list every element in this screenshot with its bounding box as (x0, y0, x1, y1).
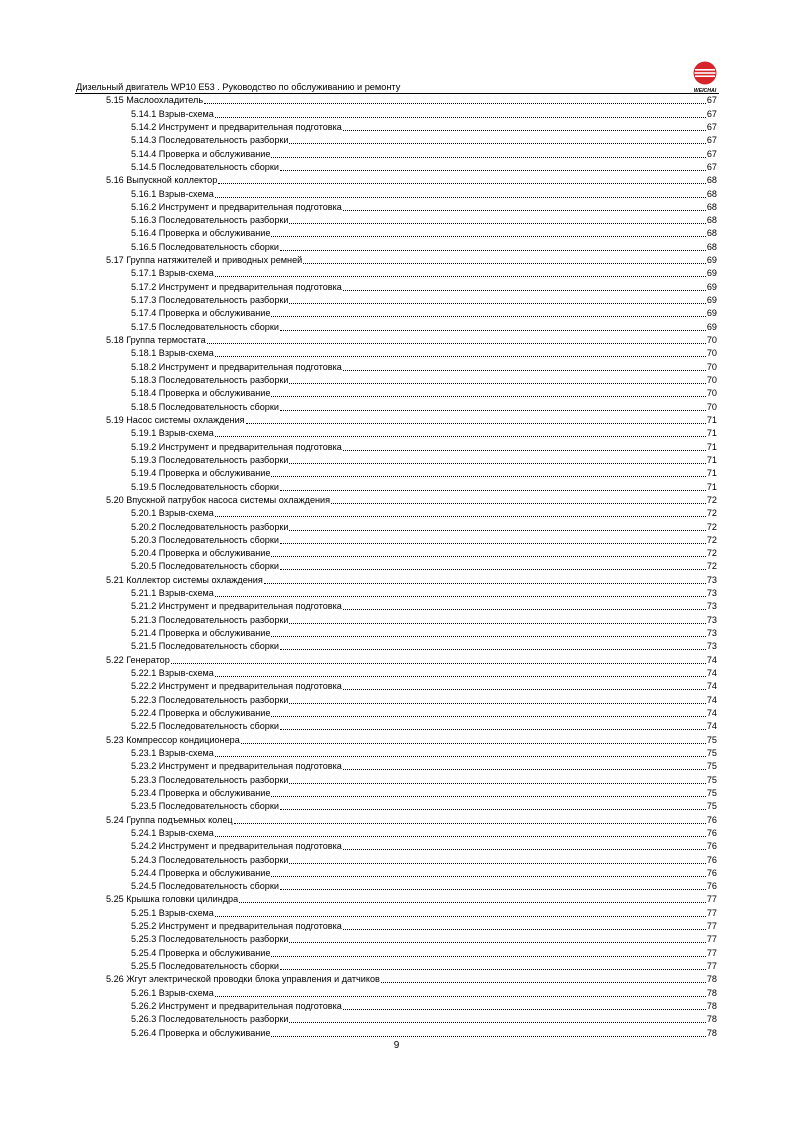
toc-subsection-entry[interactable] (131, 306, 717, 319)
toc-subsection-entry[interactable] (131, 666, 717, 679)
toc-entry-title: 5.15 Маслоохладитель (106, 95, 204, 106)
toc-entry-title: 5.21.1 Взрыв-схема (131, 588, 214, 599)
document-header-title: Дизельный двигатель WP10 E53 . Руководство по обслуживанию и ремонту (76, 82, 401, 92)
toc-entry-page: 76 (706, 867, 717, 878)
toc-entry-page: 74 (706, 694, 717, 705)
toc-entry-page: 71 (706, 481, 717, 492)
toc-entry-page: 69 (706, 255, 717, 266)
toc-entry-title: 5.16.1 Взрыв-схема (131, 188, 214, 199)
toc-dot-leader (289, 783, 705, 784)
toc-entry-page: 77 (706, 907, 717, 918)
toc-dot-leader (271, 716, 705, 717)
toc-entry-title: 5.14.1 Взрыв-схема (131, 108, 214, 119)
toc-dot-leader (271, 636, 705, 637)
toc-entry-page: 74 (706, 668, 717, 679)
toc-entry-title: 5.22 Генератор (106, 654, 170, 665)
toc-section-entry[interactable] (106, 93, 717, 106)
toc-entry-title: 5.17.4 Проверка и обслуживание (131, 308, 271, 319)
toc-entry-page: 69 (706, 308, 717, 319)
toc-dot-leader (218, 183, 706, 184)
toc-entry-page: 68 (706, 188, 717, 199)
toc-subsection-entry[interactable] (131, 319, 717, 332)
toc-section-entry[interactable] (106, 173, 717, 186)
toc-dot-leader (280, 170, 706, 171)
toc-entry-title: 5.21.4 Проверка и обслуживание (131, 628, 271, 639)
toc-dot-leader (331, 503, 706, 504)
toc-dot-leader (289, 143, 705, 144)
toc-entry-title: 5.16 Выпускной коллектор (106, 175, 218, 186)
toc-entry-title: 5.21.3 Последовательность разборки (131, 614, 289, 625)
toc-subsection-entry[interactable] (131, 120, 717, 133)
toc-entry-title: 5.19.4 Проверка и обслуживание (131, 468, 271, 479)
toc-dot-leader (280, 543, 706, 544)
toc-dot-leader (289, 530, 705, 531)
toc-entry-page: 76 (706, 881, 717, 892)
toc-subsection-entry[interactable] (131, 1012, 717, 1025)
toc-entry-title: 5.14.5 Последовательность сборки (131, 161, 279, 172)
toc-dot-leader (343, 929, 706, 930)
toc-entry-title: 5.22.2 Инструмент и предварительная подготовка (131, 681, 342, 692)
toc-subsection-entry[interactable] (131, 1025, 717, 1038)
toc-entry-title: 5.24.2 Инструмент и предварительная подготовка (131, 841, 342, 852)
weichai-logo (690, 59, 720, 95)
toc-dot-leader (343, 370, 706, 371)
toc-dot-leader (280, 809, 706, 810)
toc-entry-page: 72 (706, 494, 717, 505)
toc-subsection-entry[interactable] (131, 706, 717, 719)
toc-entry-title: 5.14.4 Проверка и обслуживание (131, 148, 271, 159)
toc-entry-title: 5.18.5 Последовательность сборки (131, 401, 279, 412)
toc-entry-page: 70 (706, 375, 717, 386)
toc-entry-title: 5.26 Жгут электрической проводки блока управления и датчиков (106, 974, 380, 985)
toc-entry-page: 72 (706, 548, 717, 559)
toc-dot-leader (271, 876, 705, 877)
toc-subsection-entry[interactable] (131, 133, 717, 146)
toc-entry-title: 5.16.3 Последовательность разборки (131, 215, 289, 226)
toc-entry-title: 5.26.2 Инструмент и предварительная подготовка (131, 1001, 342, 1012)
toc-dot-leader (289, 703, 705, 704)
toc-dot-leader (280, 490, 706, 491)
toc-dot-leader (343, 769, 706, 770)
toc-entry-title: 5.17 Группа натяжителей и приводных ремней (106, 255, 303, 266)
toc-entry-title: 5.23 Компрессор кондиционера (106, 734, 240, 745)
toc-entry-title: 5.22.1 Взрыв-схема (131, 668, 214, 679)
toc-dot-leader (280, 969, 706, 970)
toc-entry-title: 5.25.3 Последовательность разборки (131, 934, 289, 945)
toc-entry-title: 5.20 Впускной патрубок насоса системы охлаждения (106, 494, 331, 505)
toc-entry-title: 5.16.2 Инструмент и предварительная подготовка (131, 201, 342, 212)
toc-dot-leader (280, 649, 706, 650)
toc-entry-page: 70 (706, 388, 717, 399)
toc-entry-title: 5.21.2 Инструмент и предварительная подготовка (131, 601, 342, 612)
toc-subsection-entry[interactable] (131, 559, 717, 572)
toc-dot-leader (215, 276, 706, 277)
toc-subsection-entry[interactable] (131, 533, 717, 546)
toc-section-entry[interactable] (106, 253, 717, 266)
toc-dot-leader (343, 1009, 706, 1010)
toc-entry-title: 5.20.5 Последовательность сборки (131, 561, 279, 572)
toc-dot-leader (215, 356, 706, 357)
toc-entry-title: 5.21 Коллектор системы охлаждения (106, 574, 263, 585)
toc-entry-title: 5.19 Насос системы охлаждения (106, 414, 245, 425)
toc-entry-title: 5.18.4 Проверка и обслуживание (131, 388, 271, 399)
toc-entry-page: 67 (706, 121, 717, 132)
toc-dot-leader (280, 250, 706, 251)
toc-subsection-entry[interactable] (131, 386, 717, 399)
toc-subsection-entry[interactable] (131, 586, 717, 599)
toc-subsection-entry[interactable] (131, 146, 717, 159)
toc-entry-page: 76 (706, 854, 717, 865)
toc-dot-leader (215, 596, 706, 597)
toc-entry-title: 5.20.4 Проверка и обслуживание (131, 548, 271, 559)
toc-entry-title: 5.26.3 Последовательность разборки (131, 1014, 289, 1025)
toc-entry-page: 67 (706, 161, 717, 172)
toc-subsection-entry[interactable] (131, 186, 717, 199)
toc-section-entry[interactable] (106, 333, 717, 346)
toc-entry-page: 78 (706, 1014, 717, 1025)
toc-entry-page: 73 (706, 574, 717, 585)
toc-entry-page: 71 (706, 468, 717, 479)
toc-entry-title: 5.20.2 Последовательность разборки (131, 521, 289, 532)
toc-entry-page: 75 (706, 801, 717, 812)
toc-entry-title: 5.16.5 Последовательность сборки (131, 241, 279, 252)
toc-entry-page: 75 (706, 787, 717, 798)
toc-entry-title: 5.17.5 Последовательность сборки (131, 321, 279, 332)
toc-dot-leader (280, 410, 706, 411)
toc-entry-page: 72 (706, 521, 717, 532)
toc-dot-leader (271, 316, 705, 317)
toc-dot-leader (215, 996, 706, 997)
toc-dot-leader (289, 942, 705, 943)
toc-entry-title: 5.23.3 Последовательность разборки (131, 774, 289, 785)
toc-entry-page: 75 (706, 747, 717, 758)
toc-entry-page: 74 (706, 681, 717, 692)
toc-subsection-entry[interactable] (131, 719, 717, 732)
toc-entry-page: 77 (706, 934, 717, 945)
toc-entry-title: 5.20.3 Последовательность сборки (131, 534, 279, 545)
toc-entry-page: 77 (706, 947, 717, 958)
toc-dot-leader (289, 863, 705, 864)
toc-entry-page: 73 (706, 588, 717, 599)
weichai-logo-icon (690, 59, 720, 95)
toc-entry-page: 68 (706, 215, 717, 226)
toc-entry-page: 68 (706, 228, 717, 239)
toc-entry-page: 73 (706, 641, 717, 652)
toc-dot-leader (207, 343, 706, 344)
toc-dot-leader (215, 516, 706, 517)
toc-entry-page: 69 (706, 321, 717, 332)
toc-entry-title: 5.20.1 Взрыв-схема (131, 508, 214, 519)
toc-subsection-entry[interactable] (131, 346, 717, 359)
toc-entry-title: 5.19.1 Взрыв-схема (131, 428, 214, 439)
toc-dot-leader (241, 743, 706, 744)
toc-subsection-entry[interactable] (131, 426, 717, 439)
toc-dot-leader (289, 463, 705, 464)
toc-dot-leader (215, 756, 706, 757)
page-number: 9 (393, 1040, 400, 1051)
toc-subsection-entry[interactable] (131, 959, 717, 972)
toc-subsection-entry[interactable] (131, 439, 717, 452)
toc-dot-leader (343, 849, 706, 850)
toc-dot-leader (239, 902, 706, 903)
toc-subsection-entry[interactable] (131, 266, 717, 279)
toc-dot-leader (215, 117, 706, 118)
toc-entry-title: 5.17.2 Инструмент и предварительная подготовка (131, 281, 342, 292)
toc-subsection-entry[interactable] (131, 479, 717, 492)
toc-dot-leader (343, 290, 706, 291)
toc-entry-page: 67 (706, 148, 717, 159)
toc-entry-page: 70 (706, 401, 717, 412)
toc-subsection-entry[interactable] (131, 839, 717, 852)
toc-entry-title: 5.23.4 Проверка и обслуживание (131, 787, 271, 798)
toc-dot-leader (271, 796, 705, 797)
toc-dot-leader (271, 956, 705, 957)
toc-dot-leader (289, 623, 705, 624)
toc-subsection-entry[interactable] (131, 453, 717, 466)
toc-dot-leader (234, 823, 706, 824)
toc-dot-leader (280, 889, 706, 890)
toc-dot-leader (343, 689, 706, 690)
toc-subsection-entry[interactable] (131, 240, 717, 253)
toc-subsection-entry[interactable] (131, 879, 717, 892)
toc-entry-title: 5.16.4 Проверка и обслуживание (131, 228, 271, 239)
toc-entry-page: 76 (706, 841, 717, 852)
toc-entry-title: 5.17.1 Взрыв-схема (131, 268, 214, 279)
toc-entry-page: 70 (706, 361, 717, 372)
toc-entry-page: 67 (706, 135, 717, 146)
toc-dot-leader (271, 556, 705, 557)
toc-subsection-entry[interactable] (131, 279, 717, 292)
toc-entry-page: 67 (706, 108, 717, 119)
toc-dot-leader (289, 1022, 705, 1023)
toc-entry-title: 5.25.1 Взрыв-схема (131, 907, 214, 918)
toc-section-entry[interactable] (106, 493, 717, 506)
toc-subsection-entry[interactable] (131, 399, 717, 412)
toc-subsection-entry[interactable] (131, 612, 717, 625)
toc-subsection-entry[interactable] (131, 906, 717, 919)
toc-entry-page: 73 (706, 628, 717, 639)
toc-subsection-entry[interactable] (131, 746, 717, 759)
toc-dot-leader (215, 676, 706, 677)
toc-entry-title: 5.24.5 Последовательность сборки (131, 881, 279, 892)
toc-dot-leader (215, 197, 706, 198)
toc-entry-title: 5.25.4 Проверка и обслуживание (131, 947, 271, 958)
toc-subsection-entry[interactable] (131, 999, 717, 1012)
toc-subsection-entry[interactable] (131, 226, 717, 239)
toc-entry-page: 68 (706, 241, 717, 252)
toc-dot-leader (289, 223, 705, 224)
toc-subsection-entry[interactable] (131, 826, 717, 839)
toc-entry-page: 78 (706, 974, 717, 985)
toc-entry-title: 5.25 Крышка головки цилиндра (106, 894, 239, 905)
toc-section-entry[interactable] (106, 413, 717, 426)
toc-dot-leader (271, 236, 705, 237)
toc-entry-page: 74 (706, 708, 717, 719)
toc-section-entry[interactable] (106, 812, 717, 825)
toc-dot-leader (289, 383, 705, 384)
toc-entry-page: 71 (706, 414, 717, 425)
toc-dot-leader (343, 450, 706, 451)
toc-entry-page: 69 (706, 268, 717, 279)
toc-entry-page: 77 (706, 921, 717, 932)
toc-subsection-entry[interactable] (131, 546, 717, 559)
toc-dot-leader (215, 916, 706, 917)
toc-entry-title: 5.24.4 Проверка и обслуживание (131, 867, 271, 878)
toc-entry-page: 69 (706, 295, 717, 306)
toc-subsection-entry[interactable] (131, 359, 717, 372)
toc-entry-title: 5.17.3 Последовательность разборки (131, 295, 289, 306)
toc-subsection-entry[interactable] (131, 506, 717, 519)
toc-entry-page: 77 (706, 961, 717, 972)
toc-entry-title: 5.18.3 Последовательность разборки (131, 375, 289, 386)
toc-entry-page: 71 (706, 454, 717, 465)
toc-entry-page: 72 (706, 508, 717, 519)
toc-entry-title: 5.18.2 Инструмент и предварительная подготовка (131, 361, 342, 372)
toc-subsection-entry[interactable] (131, 985, 717, 998)
toc-entry-page: 68 (706, 201, 717, 212)
toc-entry-page: 68 (706, 175, 717, 186)
toc-subsection-entry[interactable] (131, 692, 717, 705)
toc-dot-leader (215, 836, 706, 837)
toc-entry-page: 72 (706, 561, 717, 572)
toc-dot-leader (280, 569, 706, 570)
toc-dot-leader (271, 1036, 705, 1037)
toc-dot-leader (264, 583, 706, 584)
toc-entry-page: 73 (706, 601, 717, 612)
toc-entry-page: 75 (706, 734, 717, 745)
toc-dot-leader (289, 303, 705, 304)
toc-subsection-entry[interactable] (131, 919, 717, 932)
toc-subsection-entry[interactable] (131, 293, 717, 306)
svg-text:WEICHAI: WEICHAI (693, 88, 717, 94)
toc-section-entry[interactable] (106, 652, 717, 665)
toc-entry-page: 67 (706, 95, 717, 106)
toc-dot-leader (280, 330, 706, 331)
toc-subsection-entry[interactable] (131, 519, 717, 532)
toc-dot-leader (303, 263, 706, 264)
toc-section-entry[interactable] (106, 573, 717, 586)
toc-subsection-entry[interactable] (131, 200, 717, 213)
toc-entry-title: 5.23.2 Инструмент и предварительная подготовка (131, 761, 342, 772)
toc-dot-leader (280, 729, 706, 730)
toc-dot-leader (381, 982, 706, 983)
toc-dot-leader (343, 130, 706, 131)
toc-entry-title: 5.24 Группа подъемных колец (106, 814, 233, 825)
toc-entry-title: 5.22.4 Проверка и обслуживание (131, 708, 271, 719)
toc-entry-page: 70 (706, 335, 717, 346)
toc-subsection-entry[interactable] (131, 599, 717, 612)
toc-subsection-entry[interactable] (131, 466, 717, 479)
toc-entry-title: 5.18 Группа термостата (106, 335, 206, 346)
toc-entry-page: 76 (706, 814, 717, 825)
toc-entry-title: 5.23.5 Последовательность сборки (131, 801, 279, 812)
toc-dot-leader (246, 423, 706, 424)
toc-entry-page: 78 (706, 1001, 717, 1012)
toc-dot-leader (343, 609, 706, 610)
toc-dot-leader (271, 157, 705, 158)
toc-dot-leader (343, 210, 706, 211)
toc-entry-title: 5.24.1 Взрыв-схема (131, 827, 214, 838)
toc-entry-page: 76 (706, 827, 717, 838)
toc-dot-leader (271, 476, 705, 477)
toc-entry-page: 78 (706, 987, 717, 998)
toc-entry-title: 5.19.2 Инструмент и предварительная подготовка (131, 441, 342, 452)
toc-entry-page: 69 (706, 281, 717, 292)
toc-subsection-entry[interactable] (131, 213, 717, 226)
toc-entry-title: 5.19.3 Последовательность разборки (131, 454, 289, 465)
toc-entry-page: 75 (706, 761, 717, 772)
toc-section-entry[interactable] (106, 892, 717, 905)
toc-entry-title: 5.25.2 Инструмент и предварительная подготовка (131, 921, 342, 932)
toc-entry-title: 5.26.1 Взрыв-схема (131, 987, 214, 998)
toc-entry-title: 5.21.5 Последовательность сборки (131, 641, 279, 652)
toc-entry-page: 71 (706, 441, 717, 452)
toc-subsection-entry[interactable] (131, 639, 717, 652)
toc-entry-title: 5.14.2 Инструмент и предварительная подготовка (131, 121, 342, 132)
toc-subsection-entry[interactable] (131, 772, 717, 785)
toc-entry-title: 5.26.4 Проверка и обслуживание (131, 1027, 271, 1038)
toc-entry-title: 5.18.1 Взрыв-схема (131, 348, 214, 359)
toc-entry-page: 70 (706, 348, 717, 359)
toc-entry-title: 5.23.1 Взрыв-схема (131, 747, 214, 758)
toc-subsection-entry[interactable] (131, 786, 717, 799)
toc-entry-title: 5.19.5 Последовательность сборки (131, 481, 279, 492)
toc-subsection-entry[interactable] (131, 759, 717, 772)
toc-subsection-entry[interactable] (131, 866, 717, 879)
toc-entry-page: 74 (706, 721, 717, 732)
toc-subsection-entry[interactable] (131, 932, 717, 945)
toc-entry-page: 77 (706, 894, 717, 905)
toc-subsection-entry[interactable] (131, 373, 717, 386)
toc-entry-page: 74 (706, 654, 717, 665)
toc-section-entry[interactable] (106, 972, 717, 985)
toc-entry-page: 73 (706, 614, 717, 625)
toc-dot-leader (204, 103, 706, 104)
toc-section-entry[interactable] (106, 732, 717, 745)
toc-entry-page: 72 (706, 534, 717, 545)
toc-entry-page: 71 (706, 428, 717, 439)
toc-subsection-entry[interactable] (131, 852, 717, 865)
toc-subsection-entry[interactable] (131, 160, 717, 173)
toc-entry-title: 5.24.3 Последовательность разборки (131, 854, 289, 865)
toc-entry-title: 5.14.3 Последовательность разборки (131, 135, 289, 146)
toc-subsection-entry[interactable] (131, 679, 717, 692)
toc-dot-leader (271, 396, 705, 397)
toc-subsection-entry[interactable] (131, 106, 717, 119)
toc-dot-leader (215, 436, 706, 437)
toc-entry-page: 78 (706, 1027, 717, 1038)
toc-entry-title: 5.22.3 Последовательность разборки (131, 694, 289, 705)
toc-entry-title: 5.22.5 Последовательность сборки (131, 721, 279, 732)
toc-subsection-entry[interactable] (131, 626, 717, 639)
toc-subsection-entry[interactable] (131, 945, 717, 958)
toc-entry-title: 5.25.5 Последовательность сборки (131, 961, 279, 972)
toc-dot-leader (171, 663, 706, 664)
toc-subsection-entry[interactable] (131, 799, 717, 812)
toc-entry-page: 75 (706, 774, 717, 785)
